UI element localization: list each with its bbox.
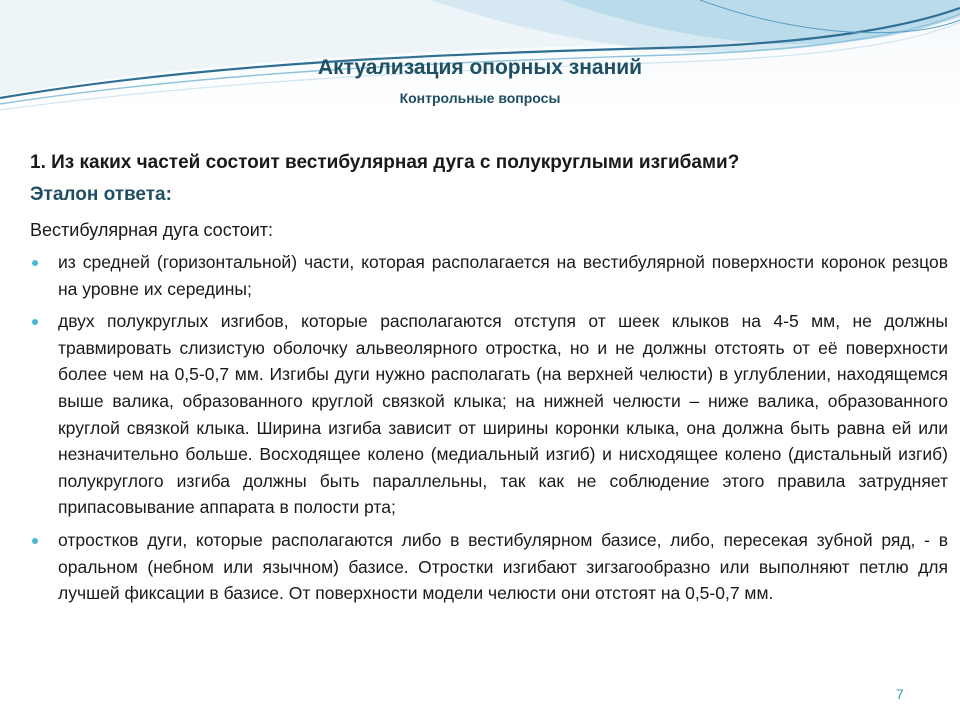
bullet-dot-icon: [32, 538, 38, 544]
slide-title: Актуализация опорных знаний: [317, 56, 643, 79]
bullet-dot-icon: [32, 319, 38, 325]
slide-content: [30, 150, 948, 613]
bullet-text: двух полукруглых изгибов, которые располагаются отступя от шеек клыков на 4-5 мм, не должны травмировать слизистую оболочку альвеолярного отростка, но и не должны отстоять от её поверхности более чем на 0,5-0,7 мм. Изгибы дуги нужно располагать (на верхней челюсти) в углублении, находящемся выше валика, образованного круглой связкой клыка; на нижней челюсти – ниже валика, образованного круглой связкой клыка. Ширина изгиба зависит от ширины коронки клыка, она должна быть равна ей или незначительно больше. Восходящее колено (медиальный изгиб) и нисходящее колено (дистальный изгиб) полукруглого изгиба должны быть параллельны, так как не соблюдение этого правила затрудняет припасовывание аппарата в полости рта;: [58, 311, 948, 518]
page-number: 7: [896, 686, 904, 702]
bullet-item: [30, 527, 948, 607]
answer-label: Эталон ответа:: [30, 184, 172, 205]
bullet-text: из средней (горизонтальной) части, которая располагается на вестибулярной поверхности коронок резцов на уровне их середины;: [58, 252, 948, 299]
answer-intro: Вестибулярная дуга состоит:: [30, 220, 274, 240]
answer-bullet-list: [30, 249, 948, 607]
bullet-item: [30, 249, 948, 302]
slide-subtitle: Контрольные вопросы: [399, 90, 561, 106]
bullet-item: [30, 308, 948, 521]
bullet-text: отростков дуги, которые располагаются либо в вестибулярном базисе, либо, пересекая зубной ряд, - в оральном (небном или язычном) базисе. Отростки изгибают зигзагообразно или выполняют петлю для лучшей фиксации в базисе. От поверхности модели челюсти они отстоят на 0,5-0,7 мм.: [58, 529, 948, 604]
bullet-dot-icon: [32, 260, 38, 266]
question-text: 1. Из каких частей состоит вестибулярная дуга с полукруглыми изгибами?: [30, 152, 740, 173]
slide-header: [0, 56, 960, 106]
